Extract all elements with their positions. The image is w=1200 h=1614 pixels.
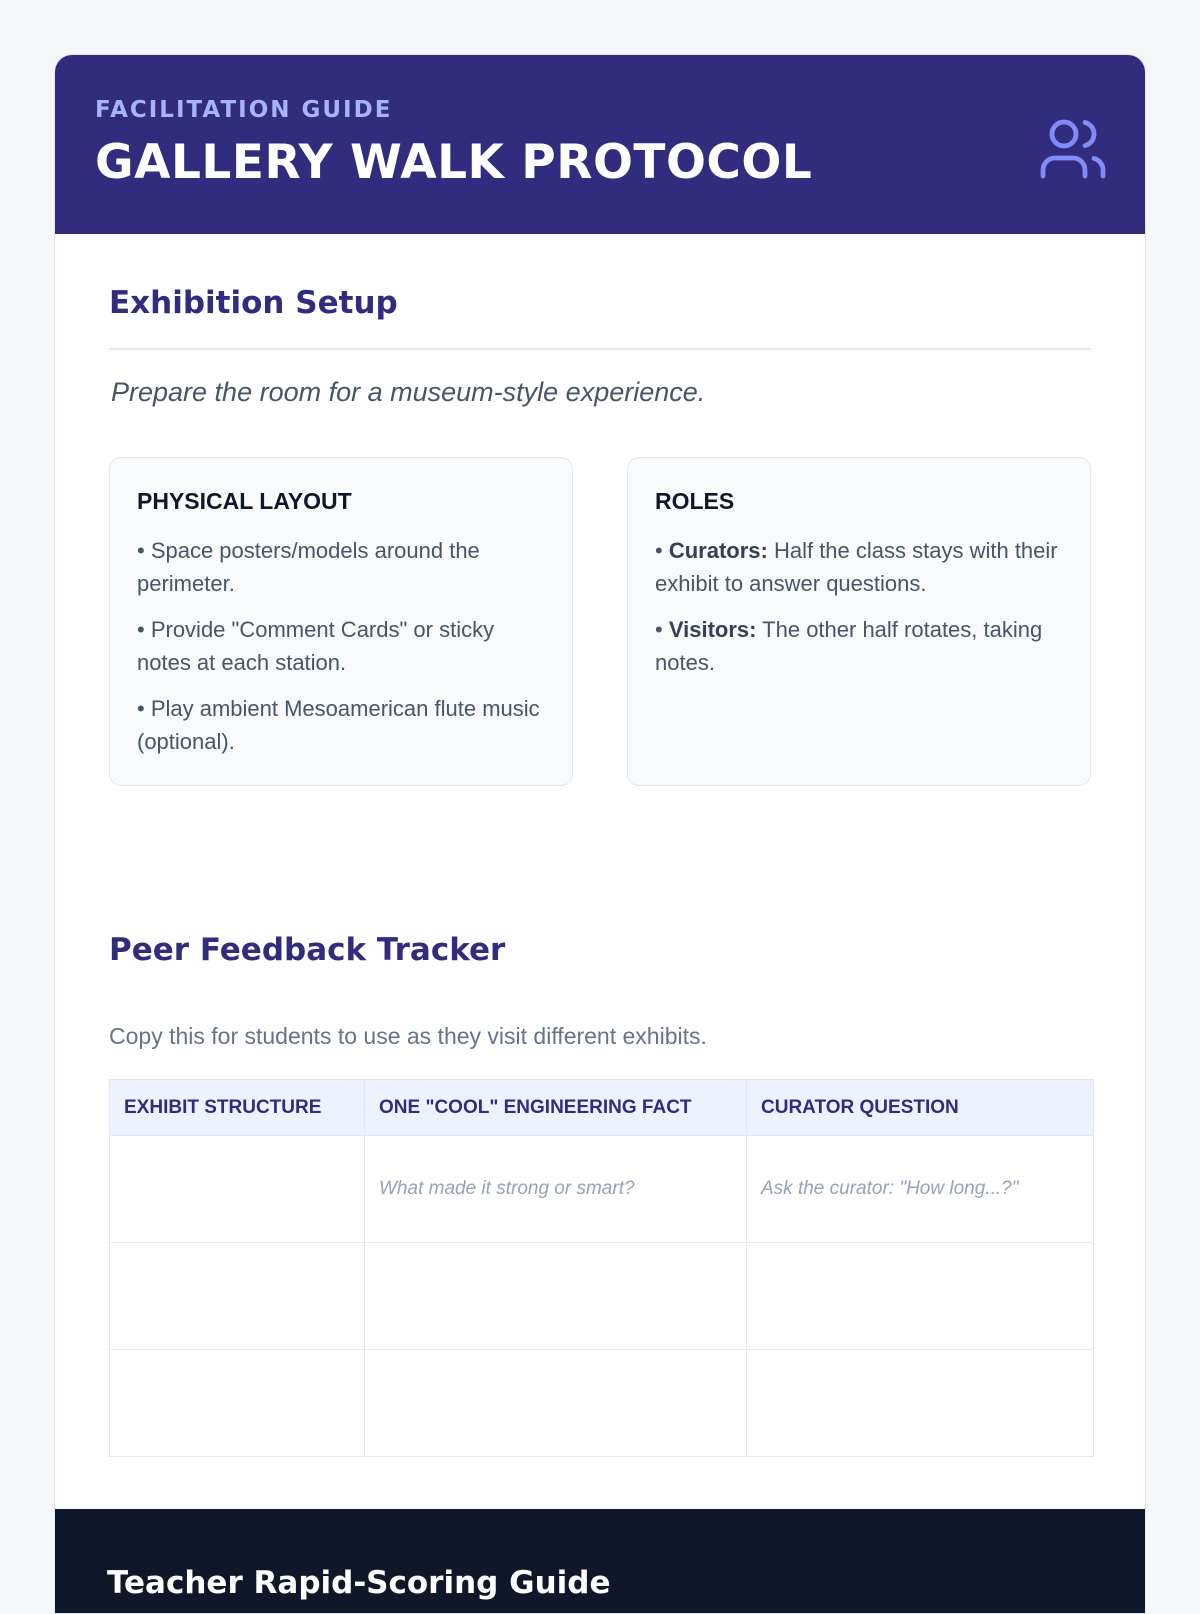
role-description: Half the class stays with their exhibit to answer questions. [655, 538, 1058, 596]
guide-header [55, 55, 1146, 234]
list-item: • Play ambient Mesoamerican flute music (optional). [137, 696, 540, 754]
exhibition-setup-heading: Exhibition Setup [109, 285, 398, 321]
list-item: • Provide "Comment Cards" or sticky notes at each station. [137, 617, 495, 675]
layout-list [137, 534, 546, 758]
peer-feedback-heading: Peer Feedback Tracker [109, 932, 506, 968]
bullet: • [655, 617, 669, 642]
setup-intro: Prepare the room for a museum-style experience. [111, 377, 706, 407]
guide-eyebrow: FACILITATION GUIDE [95, 97, 393, 123]
column-header: ONE "COOL" ENGINEERING FACT [365, 1080, 747, 1136]
bullet: • [655, 538, 669, 563]
table-row [110, 1350, 1094, 1457]
table-cell[interactable]: Ask the curator: "How long...?" [747, 1136, 1094, 1243]
scoring-guide-footer [55, 1509, 1146, 1614]
table-row [110, 1136, 1094, 1243]
footer-title: Teacher Rapid-Scoring Guide [107, 1565, 611, 1601]
card-title: ROLES [655, 488, 735, 514]
column-header: EXHIBIT STRUCTURE [110, 1080, 365, 1136]
users-icon [1037, 113, 1109, 185]
feedback-table [109, 1079, 1094, 1457]
table-cell[interactable] [747, 1243, 1094, 1350]
roles-card [627, 457, 1091, 786]
role-description: The other half rotates, taking notes. [655, 617, 1043, 675]
table-header-row [110, 1080, 1094, 1136]
table-cell[interactable] [110, 1243, 365, 1350]
list-item [655, 613, 1064, 679]
section-divider [109, 348, 1091, 350]
role-label: Visitors: [668, 617, 757, 642]
table-cell[interactable] [110, 1350, 365, 1457]
roles-list [655, 534, 1064, 679]
table-cell[interactable] [365, 1350, 747, 1457]
physical-layout-card [109, 457, 573, 786]
list-item [655, 534, 1064, 600]
table-cell[interactable] [365, 1243, 747, 1350]
list-item: • Space posters/models around the perimeter. [137, 538, 480, 596]
table-cell[interactable] [747, 1350, 1094, 1457]
tracker-subtitle: Copy this for students to use as they visit different exhibits. [109, 1023, 707, 1049]
page-title: GALLERY WALK PROTOCOL [95, 135, 813, 190]
table-cell[interactable]: What made it strong or smart? [365, 1136, 747, 1243]
column-header: CURATOR QUESTION [747, 1080, 1094, 1136]
guide-sheet [54, 54, 1146, 1614]
table-row [110, 1243, 1094, 1350]
card-title: PHYSICAL LAYOUT [137, 488, 352, 514]
role-label: Curators: [668, 538, 768, 563]
table-cell[interactable] [110, 1136, 365, 1243]
